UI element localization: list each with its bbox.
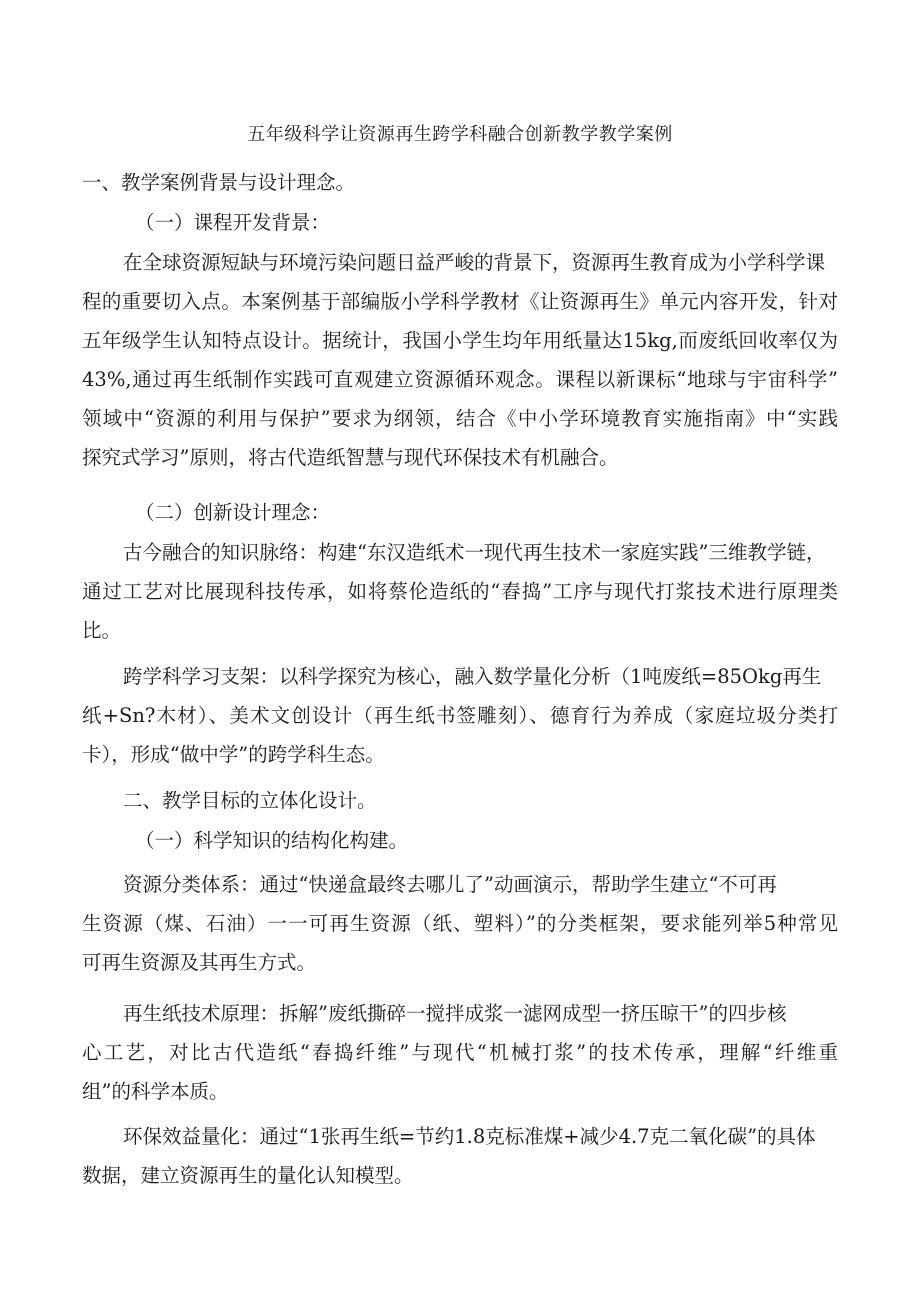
paragraph-line: 再生纸技术原理：拆解”废纸撕碎一搅拌成浆一滤网成型一挤压晾干”的四步核 (123, 1002, 787, 1025)
paragraph-line: 43%,通过再生纸制作实践可直观建立资源循环观念。课程以新课标“地球与宇宙科学” (82, 368, 838, 391)
document-title: 五年级科学让资源再生跨学科融合创新教学教学案例 (247, 124, 673, 145)
paragraph-line: 可再生资源及其再生方式。 (82, 951, 317, 974)
heading-objectives: 二、教学目标的立体化设计。 (123, 789, 377, 812)
paragraph-line: 程的重要切入点。本案例基于部编版小学科学教材《让资源再生》单元内容开发，针对 (82, 290, 838, 313)
paragraph-line: 数据，建立资源再生的量化认知模型。 (82, 1164, 414, 1187)
subheading-knowledge-structure: （一）科学知识的结构化构建。 (135, 829, 409, 852)
paragraph-line: 生资源（煤、石油）一一可再生资源（纸、塑料）”的分类框架，要求能列举5种常见 (82, 912, 838, 935)
paragraph-line: 在全球资源短缺与环境污染问题日益严峻的背景下，资源再生教育成为小学科学课 (123, 251, 826, 274)
paragraph-line: 古今融合的知识脉络：构建“东汉造纸术一现代再生技术一家庭实践”三维教学链， (123, 541, 826, 564)
heading-background-and-concept: 一、教学案例背景与设计理念。 (82, 171, 356, 194)
paragraph-line: 探究式学习”原则，将古代造纸智慧与现代环保技术有机融合。 (82, 446, 619, 469)
subheading-design-concept: （二）创新设计理念： (135, 501, 331, 524)
paragraph-line: 心工艺，对比古代造纸“舂捣纤维”与现代“机械打浆”的技术传承，理解“纤维重 (82, 1041, 838, 1064)
paragraph-line: 领域中“资源的利用与保护”要求为纲领，结合《中小学环境教育实施指南》中“实践 (82, 407, 838, 430)
paragraph-line: 五年级学生认知特点设计。据统计，我国小学生均年用纸量达15kg,而废纸回收率仅为 (82, 329, 838, 352)
paragraph-line: 资源分类体系：通过“快递盒最终去哪儿了”动画演示，帮助学生建立“不可再 (123, 873, 777, 896)
paragraph-line: 组”的科学本质。 (82, 1080, 229, 1103)
paragraph-line: 跨学科学习支架：以科学探究为核心，融入数学量化分析（1吨废纸=85Okg再生 (123, 665, 822, 688)
paragraph-line: 比。 (82, 619, 122, 642)
paragraph-line: 卡），形成“做中学”的跨学科生态。 (82, 743, 385, 766)
paragraph-line: 纸+Sn?木材）、美术文创设计（再生纸书签雕刻）、德育行为养成（家庭垃圾分类打 (82, 704, 838, 727)
subheading-course-background: （一）课程开发背景： (135, 211, 331, 234)
paragraph-line: 通过工艺对比展现科技传承，如将蔡伦造纸的“舂捣”工序与现代打浆技术进行原理类 (82, 580, 838, 603)
paragraph-line: 环保效益量化：通过“1张再生纸=节约1.8克标准煤+减少4.7克二氧化碳”的具体 (123, 1125, 816, 1148)
